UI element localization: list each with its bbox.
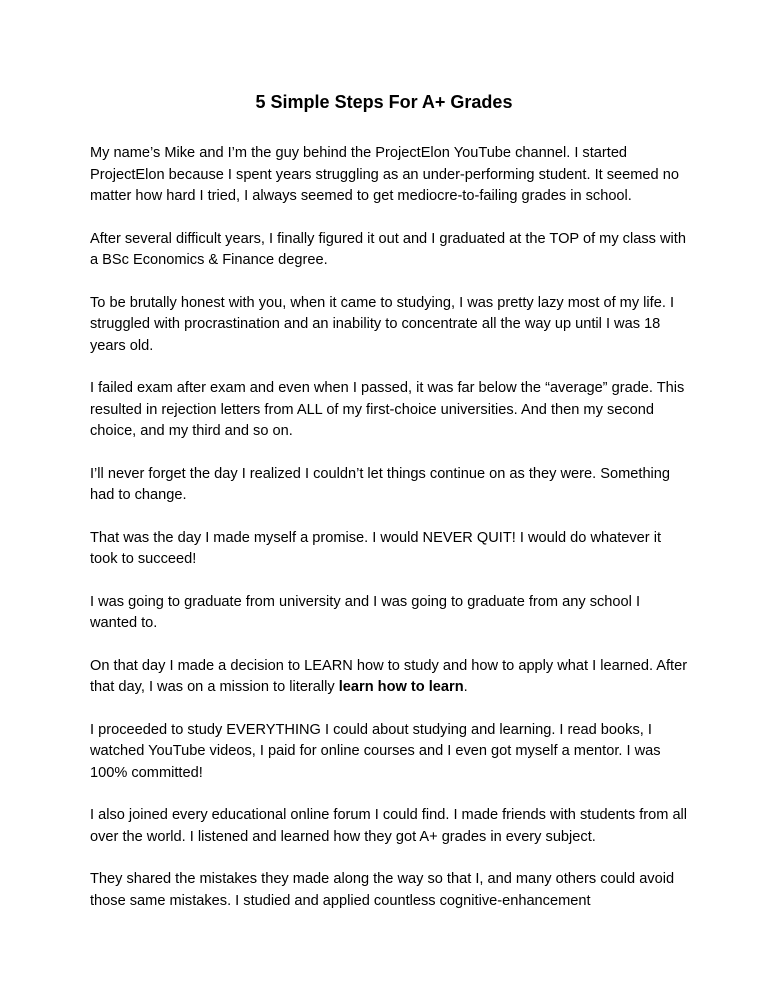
document-title: 5 Simple Steps For A+ Grades [255, 92, 513, 112]
paragraph-graduated: After several difficult years, I finally figured it out and I graduated at the TOP of my class with a BSc Economics & Finance degree. [90, 230, 686, 268]
mission-bold-text: learn how to learn [338, 679, 464, 695]
paragraph-graduate-goal: I was going to graduate from university and I was going to graduate from any school I wanted to. [90, 593, 641, 631]
paragraph-never-forget: I’ll never forget the day I realized I couldn’t let things continue on as they were. Something had to change. [90, 465, 671, 503]
paragraph-promise: That was the day I made myself a promise. I would NEVER QUIT! I would do whatever it took to succeed! [90, 529, 662, 567]
paragraph-mission [90, 656, 690, 699]
paragraph-shared-mistakes: They shared the mistakes they made along the way so that I, and many others could avoid those same mistakes. I studied and applied countless cognitive-enhancement [90, 871, 675, 909]
paragraph-studied-everything: I proceeded to study EVERYTHING I could about studying and learning. I read books, I watched YouTube videos, I paid for online courses and I even got myself a mentor. I was 100% committed! [90, 721, 661, 781]
paragraph-online-forums: I also joined every educational online forum I could find. I made friends with students from all over the world. I listened and learned how they got A+ grades in every subject. [90, 807, 688, 845]
mission-text-before: On that day I made a decision to LEARN how to study and how to apply what I learned. After that day, I was on a mission to literally [90, 657, 688, 695]
paragraph-intro: My name’s Mike and I’m the guy behind the ProjectElon YouTube channel. I started ProjectElon because I spent years struggling as an under-performing student. It seemed no matter how hard I tried, I always seemed to get mediocre-to-failing grades in school. [90, 145, 679, 204]
paragraph-honest: To be brutally honest with you, when it came to studying, I was pretty lazy most of my life. I struggled with procrastination and an inability to concentrate all the way up until I was 18 years old. [90, 294, 675, 354]
document-body [90, 143, 690, 933]
paragraph-failed-exams: I failed exam after exam and even when I passed, it was far below the “average” grade. This resulted in rejection letters from ALL of my first-choice universities. And then my second choice, and my third and so on. [90, 380, 685, 439]
mission-text-after: . [463, 679, 468, 695]
